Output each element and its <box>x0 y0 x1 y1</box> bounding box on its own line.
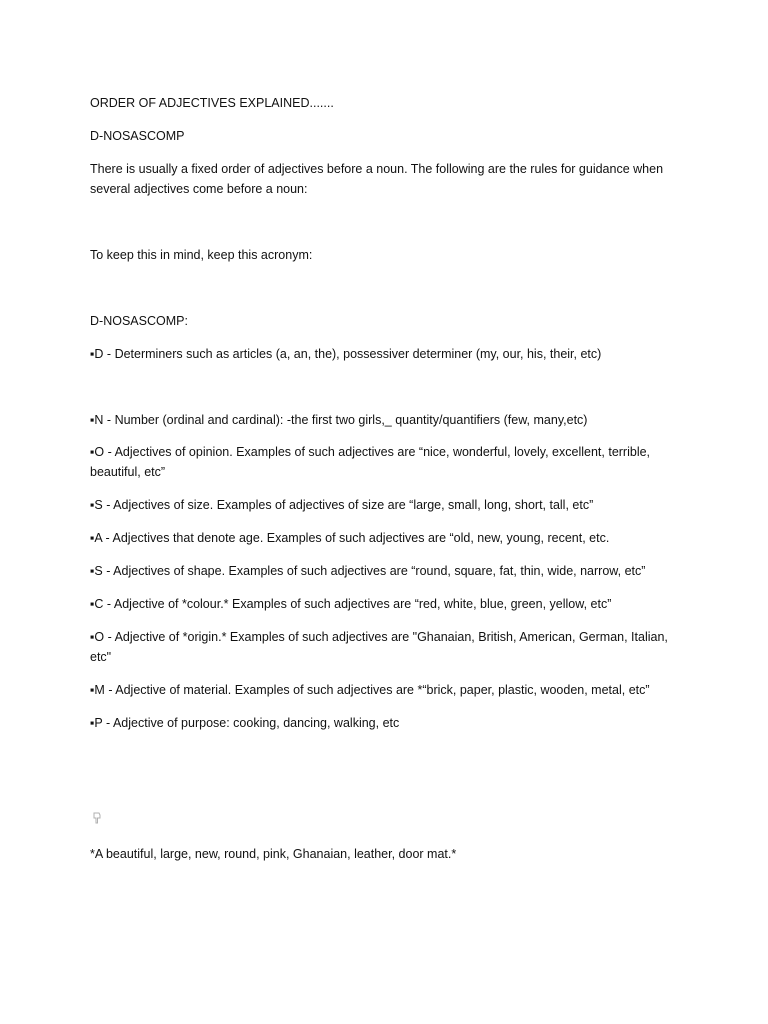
rule-opinion: ▪O - Adjectives of opinion. Examples of such adjectives are “nice, wonderful, lovely, excellent, terrible, beautiful, etc” <box>90 445 651 479</box>
rule-colour: ▪C - Adjective of *colour.* Examples of such adjectives are “red, white, blue, green, yellow, etc” <box>90 597 612 611</box>
rule-origin: ▪O - Adjective of *origin.* Examples of such adjectives are "Ghanaian, British, American, German, Italian, etc" <box>90 630 668 664</box>
rule-size: ▪S - Adjectives of size. Examples of adjectives of size are “large, small, long, short, tall, etc” <box>90 498 594 512</box>
pointing-down-icon-graphic <box>90 811 104 825</box>
rule-shape: ▪S - Adjectives of shape. Examples of such adjectives are “round, square, fat, thin, wide, narrow, etc” <box>90 564 646 578</box>
pointing-down-icon <box>90 811 104 825</box>
acronym-label: D-NOSASCOMP <box>90 129 185 143</box>
rule-determiners: ▪D - Determiners such as articles (a, an, the), possessiver determiner (my, our, his, their, etc) <box>90 347 602 361</box>
rule-material: ▪M - Adjective of material. Examples of such adjectives are *“brick, paper, plastic, wooden, metal, etc” <box>90 683 650 697</box>
intro-paragraph: There is usually a fixed order of adjectives before a noun. The following are the rules for guidance when several adjectives come before a noun: <box>90 162 664 196</box>
rule-age: ▪A - Adjectives that denote age. Examples of such adjectives are “old, new, young, recent, etc. <box>90 531 610 545</box>
rule-purpose: ▪P - Adjective of purpose: cooking, dancing, walking, etc <box>90 716 400 730</box>
reminder-text: To keep this in mind, keep this acronym: <box>90 248 313 262</box>
document-title: ORDER OF ADJECTIVES EXPLAINED....... <box>90 96 334 110</box>
acronym-heading: D-NOSASCOMP: <box>90 314 188 328</box>
rule-number: ▪N - Number (ordinal and cardinal): -the first two girls,_ quantity/quantifiers (few, many,etc) <box>90 413 588 427</box>
example-sentence: *A beautiful, large, new, round, pink, Ghanaian, leather, door mat.* <box>90 847 457 861</box>
